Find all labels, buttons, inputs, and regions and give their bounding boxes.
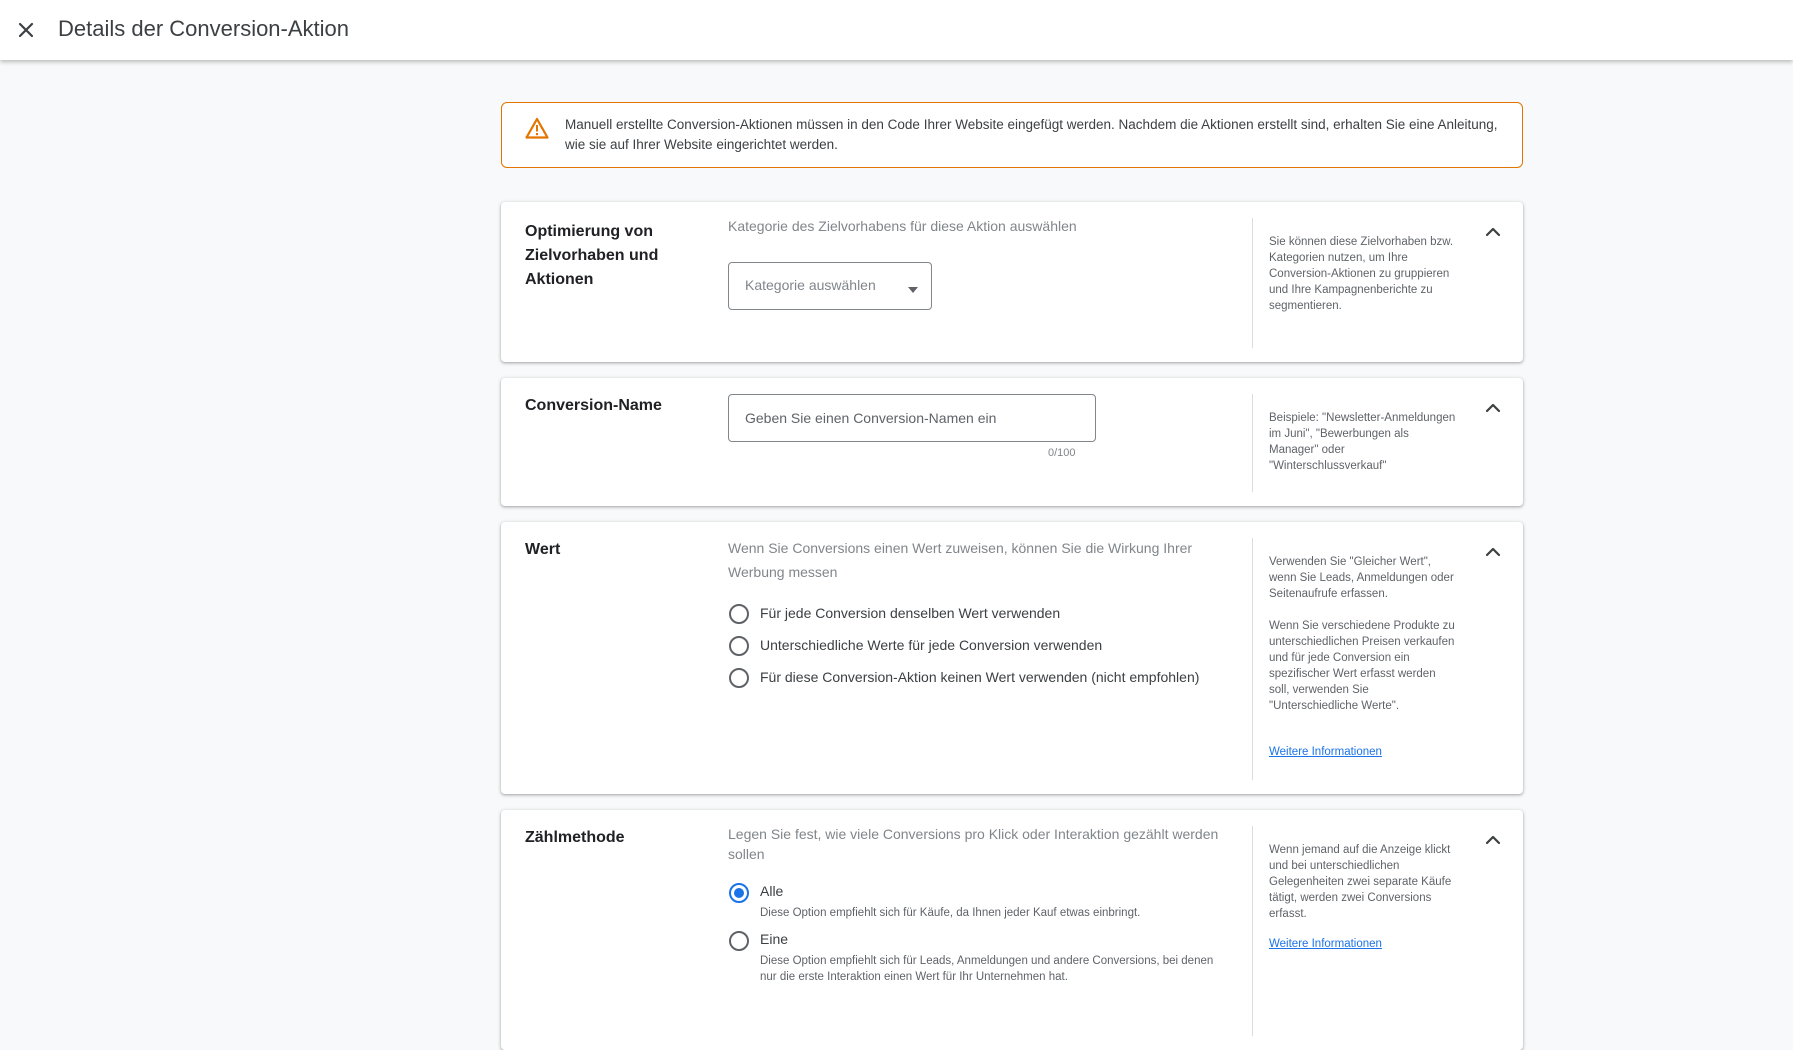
card-divider — [1252, 538, 1253, 780]
counting-method-card — [501, 810, 1523, 1050]
card-description: Legen Sie fest, wie viele Conversions pro Klick oder Interaktion gezählt werden sollen — [728, 826, 1219, 862]
category-card — [501, 202, 1523, 362]
learn-more-link[interactable]: Weitere Informationen — [1269, 746, 1382, 758]
collapse-chevron-up-icon[interactable] — [1481, 828, 1505, 852]
help-text: Sie können diese Zielvorhaben bzw. Kategorien nutzen, um Ihre Conversion-Aktionen zu gruppieren und Ihre Kampagnenberichte zu segmentieren. — [1269, 236, 1454, 312]
character-counter: 0/100 — [1048, 447, 1076, 459]
conversion-name-input[interactable] — [728, 394, 1096, 442]
warning-banner — [501, 102, 1523, 168]
value-card — [501, 522, 1523, 794]
top-app-bar — [0, 0, 1793, 60]
radio-all-description: Diese Option empfiehlt sich für Käufe, da Ihnen jeder Kauf etwas einbringt. — [760, 907, 1141, 919]
help-text — [1269, 554, 1459, 730]
help-paragraph: Verwenden Sie "Gleicher Wert", wenn Sie Leads, Anmeldungen oder Seitenaufrufe erfassen. — [1269, 556, 1454, 600]
category-select[interactable] — [728, 262, 932, 310]
card-description: Kategorie des Zielvorhabens für diese Aktion auswählen — [728, 218, 1077, 234]
radio-different-values[interactable] — [728, 635, 750, 657]
help-text: Wenn jemand auf die Anzeige klickt und bei unterschiedlichen Gelegenheiten zwei separate Käufe tätigt, werden zwei Conversions erfasst. — [1269, 844, 1452, 920]
radio-same-value-label[interactable]: Für jede Conversion denselben Wert verwenden — [760, 605, 1061, 621]
card-title: Optimierung von Zielvorhaben und Aktionen — [525, 223, 659, 288]
radio-all-label[interactable]: Alle — [760, 883, 784, 899]
category-select-placeholder: Kategorie auswählen — [745, 277, 876, 293]
card-title: Zählmethode — [525, 829, 625, 846]
conversion-name-card — [501, 378, 1523, 506]
collapse-chevron-up-icon[interactable] — [1481, 540, 1505, 564]
card-title: Conversion-Name — [525, 397, 662, 414]
page-title: Details der Conversion-Aktion — [58, 16, 350, 41]
dropdown-arrow-icon — [907, 281, 919, 289]
warning-text: Manuell erstellte Conversion-Aktionen müssen in den Code Ihrer Website eingefügt werden. Nachdem die Aktionen erstellt sind, erhalten Sie eine Anleitung, wie sie auf Ihrer Website eingerichtet werden. — [565, 117, 1498, 152]
help-text: Beispiele: "Newsletter-Anmeldungen im Juni", "Bewerbungen als Manager" oder "Winterschlussverkauf" — [1269, 412, 1456, 472]
radio-same-value[interactable] — [728, 603, 750, 625]
help-paragraph: Wenn Sie verschiedene Produkte zu unterschiedlichen Preisen verkaufen und für jede Conversion ein spezifischer Wert erfasst werden soll, verwenden Sie "Unterschiedliche Werte". — [1269, 620, 1455, 712]
warning-icon — [525, 117, 549, 139]
card-title: Wert — [525, 541, 561, 558]
collapse-chevron-up-icon[interactable] — [1481, 220, 1505, 244]
radio-no-value-label[interactable]: Für diese Conversion-Aktion keinen Wert verwenden (nicht empfohlen) — [760, 669, 1200, 685]
card-divider — [1252, 218, 1253, 348]
radio-no-value[interactable] — [728, 667, 750, 689]
radio-different-values-label[interactable]: Unterschiedliche Werte für jede Conversion verwenden — [760, 637, 1103, 653]
radio-one-description: Diese Option empfiehlt sich für Leads, Anmeldungen und andere Conversions, bei denen nur die erste Interaktion einen Wert für Ihr Unternehmen hat. — [760, 955, 1214, 983]
collapse-chevron-up-icon[interactable] — [1481, 396, 1505, 420]
radio-all[interactable] — [728, 882, 750, 904]
radio-one[interactable] — [728, 930, 750, 952]
learn-more-link[interactable]: Weitere Informationen — [1269, 938, 1382, 950]
card-divider — [1252, 394, 1253, 492]
card-divider — [1252, 826, 1253, 1036]
card-description: Wenn Sie Conversions einen Wert zuweisen, können Sie die Wirkung Ihrer Werbung messen — [728, 540, 1193, 580]
radio-one-label[interactable]: Eine — [760, 931, 789, 947]
close-icon[interactable] — [14, 18, 38, 42]
